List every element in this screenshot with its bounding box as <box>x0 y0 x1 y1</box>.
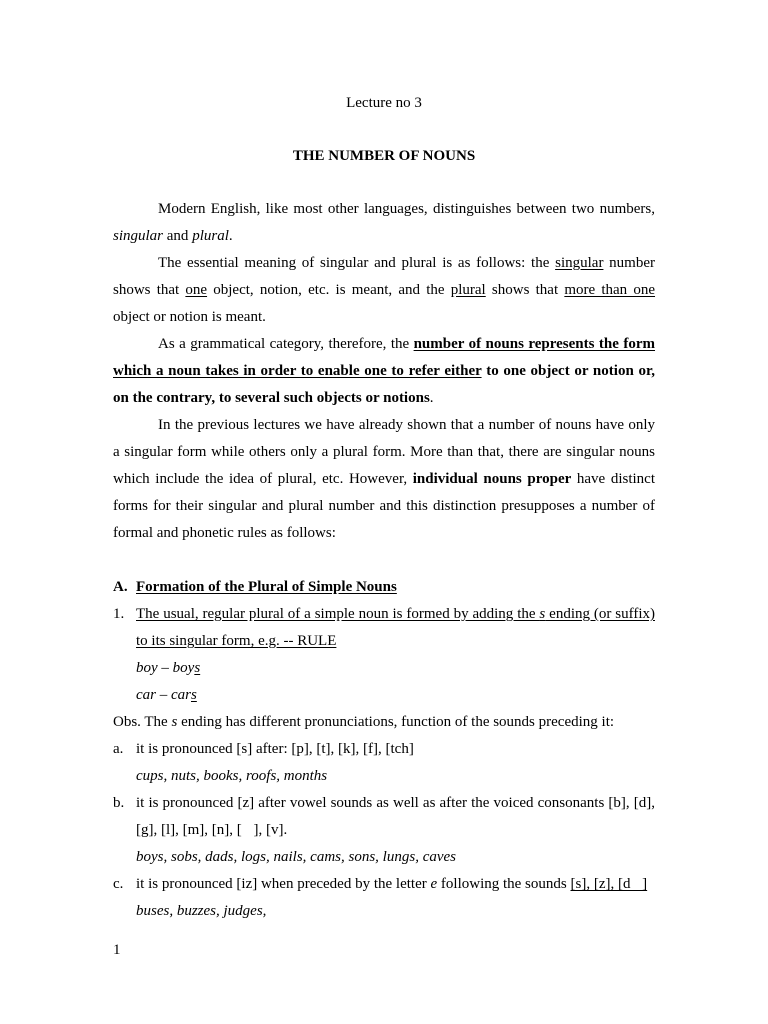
item-c: c. it is pronounced [iz] when preceded by the letter e following the sounds [s], [z], [d ] <box>113 876 648 892</box>
paragraph-1: Modern English, like most other languages, distinguishes between two numbers, singular and plural. <box>113 201 655 244</box>
paragraph-4: In the previous lectures we have already shown that a number of nouns have only a singular form while others only a plural form. More than that, there are singular nouns which include the idea of plural, etc. However, individual nouns proper have distinct forms for their singular and plural number and this distinction presupposes a number of formal and phonetic rules as follows: <box>113 417 655 541</box>
item-a: a. it is pronounced [s] after: [p], [t], [k], [f], [tch] <box>113 741 414 757</box>
example-boy: boy – boys <box>136 660 201 676</box>
document-body <box>113 90 655 925</box>
item-c-examples: buses, buzzes, judges, <box>136 903 267 919</box>
paragraph-3: As a grammatical category, therefore, the number of nouns represents the form which a noun takes in order to enable one to refer either to one object or notion or, on the contrary, to several such objects or notions. <box>113 336 656 406</box>
lecture-number: Lecture no 3 <box>346 95 422 111</box>
observation: Obs. The s ending has different pronunciations, function of the sounds preceding it: <box>113 714 615 730</box>
rule-1: 1. The usual, regular plural of a simple noun is formed by adding the s ending (or suffix) to its singular form, e.g. -- RULE <box>113 606 655 649</box>
page-title: THE NUMBER OF NOUNS <box>292 148 476 164</box>
example-car: car – cars <box>136 687 197 703</box>
item-a-examples: cups, nuts, books, roofs, months <box>136 768 328 784</box>
section-a-heading: A. Formation of the Plural of Simple Nouns <box>113 579 397 595</box>
item-b-examples: boys, sobs, dads, logs, nails, cams, sons, lungs, caves <box>136 849 457 865</box>
paragraph-2: The essential meaning of singular and plural is as follows: the singular number shows that one object, notion, etc. is meant, and the plural shows that more than one object or notion is meant. <box>113 255 656 325</box>
page-number: 1 <box>113 942 121 958</box>
item-b: b. it is pronounced [z] after vowel sounds as well as after the voiced consonants [b], [d], [g], [l], [m], [n], [ ], [v]. <box>113 795 655 838</box>
